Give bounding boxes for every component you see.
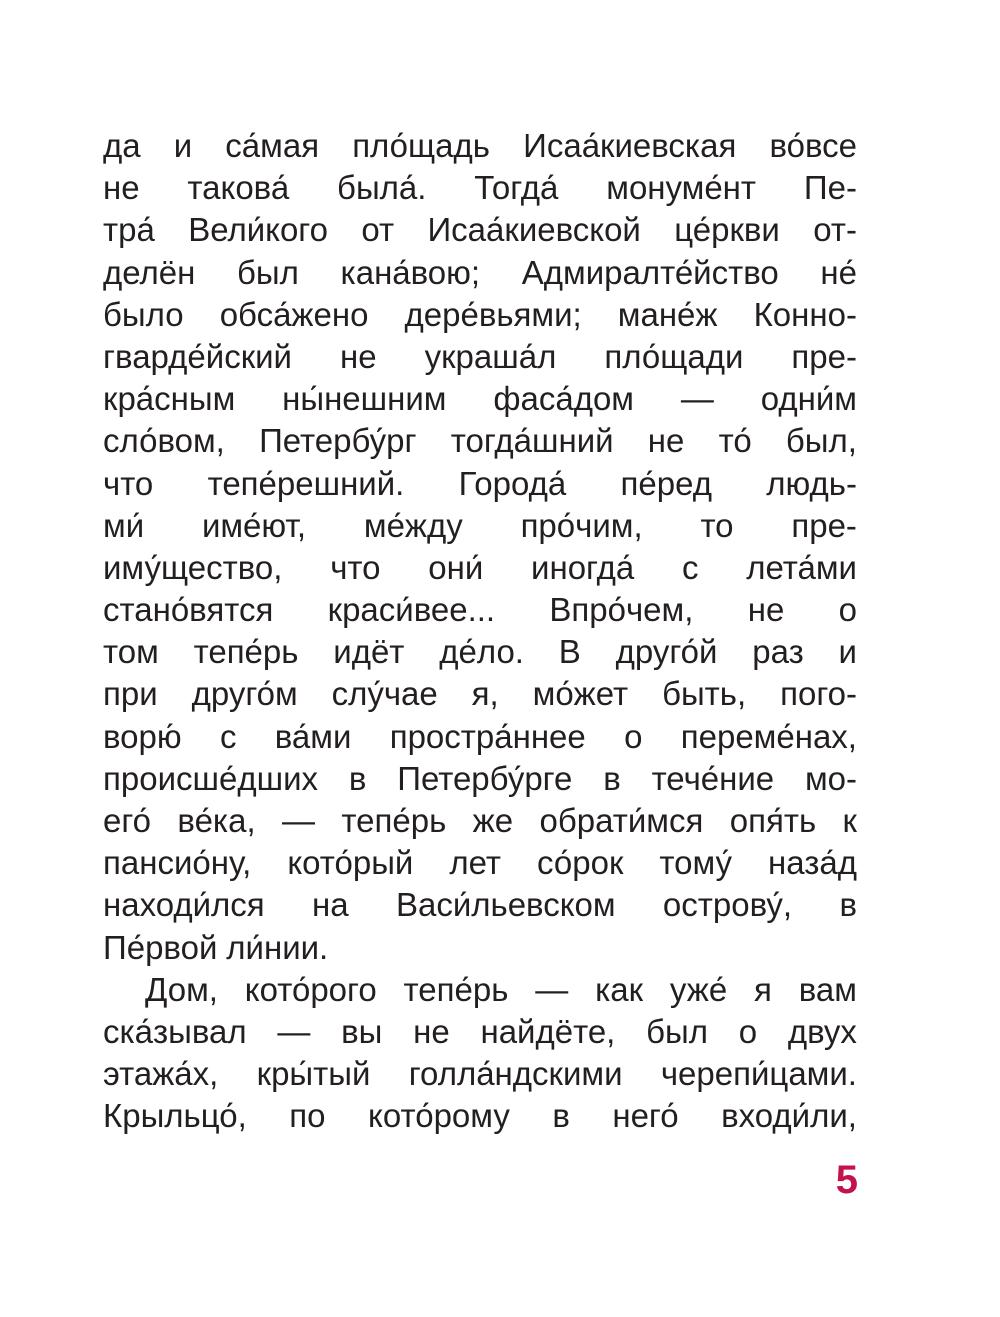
text-line: не такова́ была́. Тогда́ монуме́нт Пе-: [103, 169, 857, 207]
text-line: происше́дших в Петербу́рге в тече́ние мо-: [103, 759, 857, 797]
text-line: было обса́жено дере́вьями; мане́ж Конно-: [103, 295, 857, 333]
text-line: этажа́х, кры́тый голла́ндскими черепи́цами.: [103, 1055, 857, 1093]
text-line: находи́лся на Васи́льевском острову́, в: [103, 886, 857, 924]
text-line: гварде́йский не украша́л пло́щади пре-: [103, 337, 857, 375]
text-line: пансио́ну, кото́рый лет со́рок тому́ наза́д: [103, 844, 857, 882]
text-line: сло́вом, Петербу́рг тогда́шний не то́ был,: [103, 422, 857, 460]
text-line: ска́зывал — вы не найдёте, был о двух: [103, 1012, 857, 1050]
text-line: иму́щество, что они́ иногда́ с лета́ми: [103, 548, 857, 586]
text-line: при друго́м слу́чае я, мо́жет быть, пого-: [103, 675, 857, 713]
text-line: Крыльцо́, по кото́рому в него́ входи́ли,: [103, 1097, 857, 1135]
text-line: что тепе́решний. Города́ пе́ред людь-: [103, 464, 857, 502]
page-number: 5: [835, 1158, 858, 1202]
text-line: его́ ве́ка, — тепе́рь же обрати́мся опя́ть к: [103, 802, 857, 839]
text-line: том тепе́рь идёт де́ло. В друго́й раз и: [103, 633, 857, 671]
text-line: ми́ име́ют, ме́жду про́чим, то пре-: [103, 506, 857, 544]
text-line: Пе́рвой ли́нии.: [103, 928, 329, 966]
text-line: да и са́мая пло́щадь Исаа́киевская во́все: [103, 127, 857, 164]
text-line: Дом, кото́рого тепе́рь — как уже́ я вам: [145, 970, 857, 1008]
page-text: [103, 125, 857, 1138]
text-line: стано́вятся краси́вее... Впро́чем, не о: [103, 591, 857, 629]
text-line: кра́сным ны́нешним фаса́дом — одни́м: [103, 380, 857, 418]
text-line: тра́ Вели́кого от Исаа́киевской це́ркви от-: [103, 211, 857, 249]
text-line: делён был кана́вою; Адмиралте́йство не́: [103, 253, 857, 291]
text-line: ворю́ с ва́ми простра́ннее о переме́нах,: [103, 717, 857, 755]
